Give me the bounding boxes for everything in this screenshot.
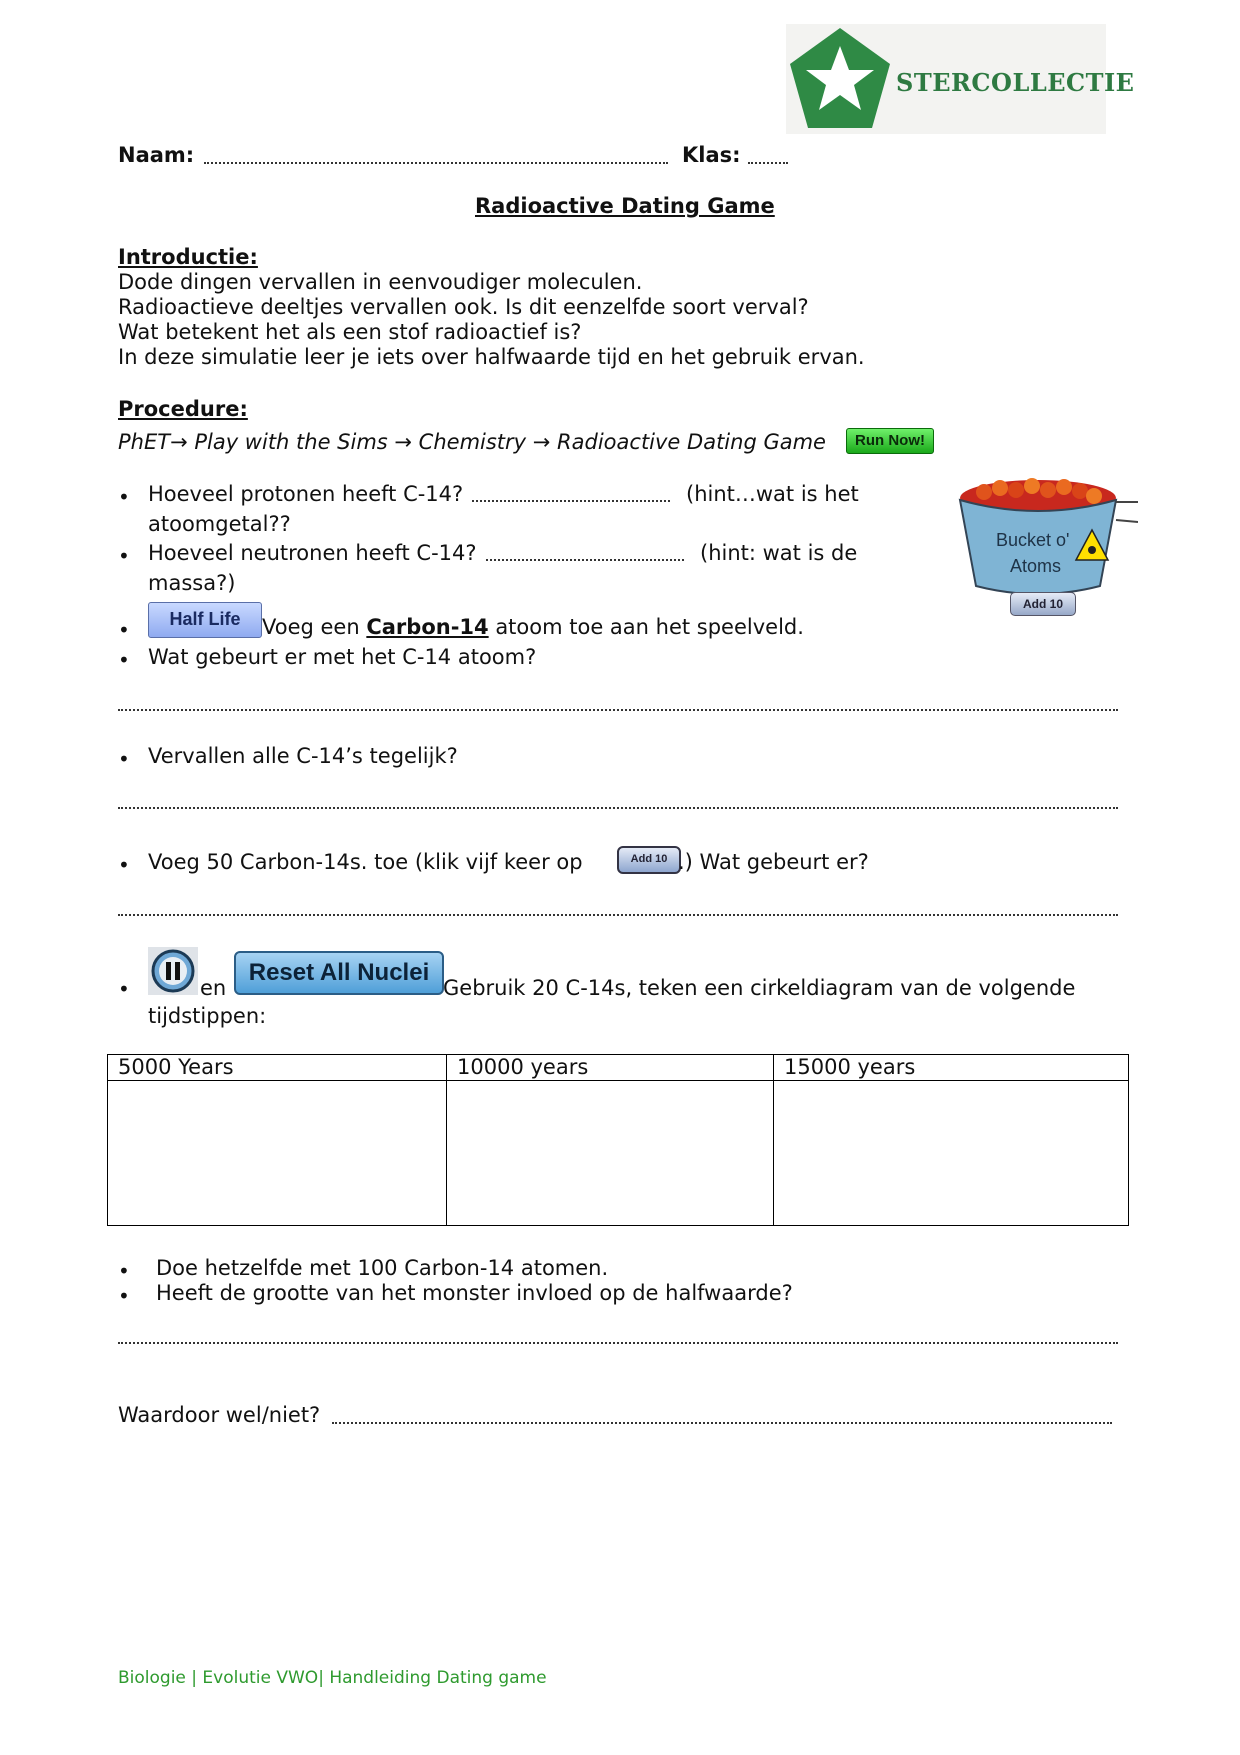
question-all-decay: Vervallen alle C-14’s tegelijk?	[148, 744, 458, 768]
add-c14-post: atoom toe aan het speelveld.	[488, 615, 804, 639]
protons-hint-2: atoomgetal??	[148, 512, 291, 536]
en-text: en	[200, 976, 227, 1000]
klas-line[interactable]	[748, 162, 788, 164]
table-header-5000: 5000 Years	[108, 1055, 447, 1081]
add-c14-pre: Voeg een	[262, 615, 367, 639]
intro-line: Wat betekent het als een stof radioactief is?	[118, 320, 582, 344]
phet-path: PhET→ Play with the Sims → Chemistry → Radioactive Dating Game	[118, 430, 826, 454]
intro-line: In deze simulatie leer je iets over halfwaarde tijd en het gebruik ervan.	[118, 345, 865, 369]
bullet-icon: •	[118, 618, 130, 642]
add-c14-instruction	[262, 615, 804, 639]
table-header-10000: 10000 years	[447, 1055, 774, 1081]
protons-hint: (hint…wat is het	[686, 482, 859, 506]
bullet-icon: •	[118, 485, 130, 509]
star-pentagon-logo-icon	[786, 24, 894, 134]
bullet-icon: •	[118, 977, 130, 1001]
procedure-heading: Procedure:	[118, 397, 248, 421]
bucket-add-10-button[interactable]: Add 10	[1010, 592, 1076, 616]
bullet-icon: •	[118, 544, 130, 568]
half-life-button[interactable]: Half Life	[148, 602, 262, 638]
run-now-button[interactable]: Run Now!	[846, 428, 934, 454]
pause-button[interactable]	[148, 947, 198, 995]
reset-all-nuclei-button[interactable]: Reset All Nuclei	[234, 951, 444, 995]
question-protons: Hoeveel protonen heeft C-14?	[148, 482, 464, 506]
bullet2-item: Heeft de grootte van het monster invloed op de halfwaarde?	[156, 1281, 793, 1305]
pie-instruction-2: tijdstippen:	[148, 1004, 267, 1028]
answer-line[interactable]	[118, 1342, 1118, 1344]
logo-text: STERCOLLECTIE	[896, 68, 1135, 97]
intro-line: Radioactieve deeltjes vervallen ook. Is dit eenzelfde soort verval?	[118, 295, 809, 319]
naam-line[interactable]	[204, 162, 668, 164]
answer-line[interactable]	[118, 914, 1118, 916]
answer-line[interactable]	[118, 807, 1118, 809]
answer-line[interactable]	[118, 709, 1118, 711]
bullet-icon: •	[118, 747, 130, 771]
bullet-icon: •	[118, 1259, 130, 1283]
naam-label: Naam:	[118, 143, 195, 167]
table-cell-drawing[interactable]	[447, 1081, 774, 1226]
question-what-happens: Wat gebeurt er met het C-14 atoom?	[148, 645, 537, 669]
add50-post: .) Wat gebeurt er?	[678, 850, 869, 874]
intro-line: Dode dingen vervallen in eenvoudiger moleculen.	[118, 270, 643, 294]
table-cell-drawing[interactable]	[774, 1081, 1129, 1226]
pie-instruction: Gebruik 20 C-14s, teken een cirkeldiagram van de volgende	[443, 976, 1076, 1000]
bullet2-item: Doe hetzelfde met 100 Carbon-14 atomen.	[156, 1256, 609, 1280]
bucket-label-2: Atoms	[1010, 556, 1062, 576]
neutrons-answer-line[interactable]	[486, 559, 684, 561]
klas-label: Klas:	[682, 143, 741, 167]
carbon14-emphasis: Carbon-14	[366, 615, 489, 639]
neutrons-hint: (hint: wat is de	[700, 541, 858, 565]
add50-instruction: Voeg 50 Carbon-14s. toe (klik vijf keer op	[148, 850, 583, 874]
question-neutrons: Hoeveel neutronen heeft C-14?	[148, 541, 477, 565]
protons-answer-line[interactable]	[472, 500, 670, 502]
intro-heading: Introductie:	[118, 245, 258, 269]
bucket-label-1: Bucket o'	[996, 530, 1070, 550]
table-cell-drawing[interactable]	[108, 1081, 447, 1226]
bullet-icon: •	[118, 853, 130, 877]
page-footer: Biologie | Evolutie VWO| Handleiding Dating game	[118, 1668, 547, 1688]
stercollectie-logo	[786, 24, 1135, 134]
neutrons-hint-2: massa?)	[148, 571, 236, 595]
bullet-icon: •	[118, 648, 130, 672]
page-title: Radioactive Dating Game	[475, 194, 775, 218]
pie-chart-table	[107, 1054, 1129, 1226]
pause-icon	[148, 947, 198, 995]
add-10-button-inline[interactable]: Add 10	[617, 846, 681, 874]
bullet-icon: •	[118, 1284, 130, 1308]
table-header-15000: 15000 years	[774, 1055, 1129, 1081]
waardoor-label: Waardoor wel/niet?	[118, 1403, 321, 1427]
waardoor-answer-line[interactable]	[332, 1422, 1112, 1424]
